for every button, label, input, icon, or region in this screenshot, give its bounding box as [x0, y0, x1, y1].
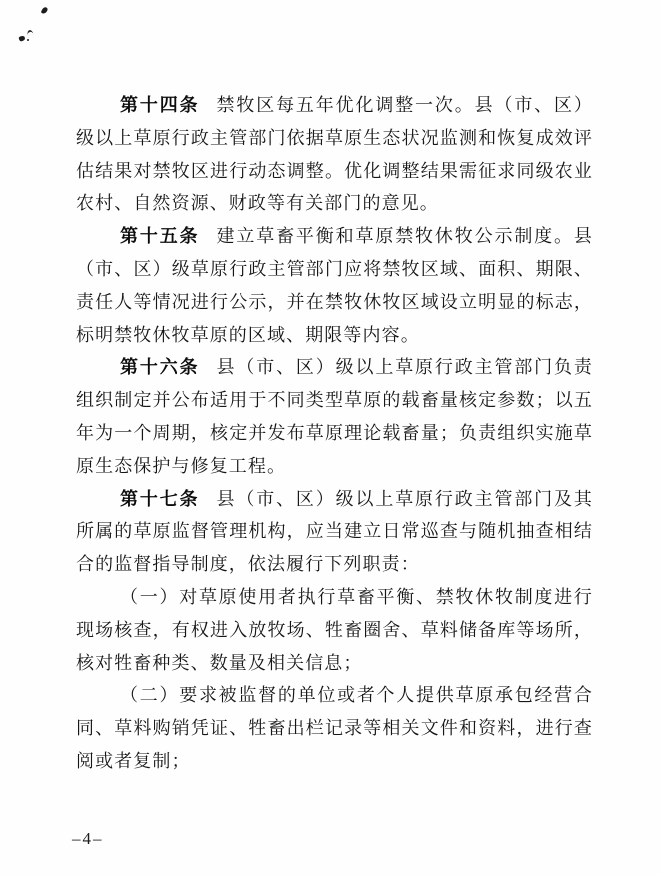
article-heading: 第十六条	[120, 357, 200, 378]
clause-paragraph-2	[76, 679, 593, 777]
ink-dot-mark	[27, 39, 29, 41]
article-heading: 第十四条	[120, 95, 200, 115]
article-heading: 第十五条	[120, 226, 200, 247]
article-body-text: 建立草畜平衡和草原禁牧休牧公示制度。县（市、区）级草原行政主管部门应将禁牧区域、面积、期限、责任人等情况进行公示，并在禁牧休牧区域设立明显的标志，标明禁牧休牧草原的区域、期限等内容。	[76, 226, 593, 345]
article-paragraph-14	[76, 89, 593, 220]
document-body	[76, 89, 593, 778]
page-number: –4–	[72, 829, 104, 848]
article-body-text: 禁牧区每五年优化调整一次。县（市、区）级以上草原行政主管部门依据草原生态状况监测和恢复成效评估结果对禁牧区进行动态调整。优化调整结果需征求同级农业农村、自然资源、财政等有关部门的意见。	[76, 95, 593, 214]
article-paragraph-17	[76, 483, 593, 581]
article-paragraph-15	[76, 220, 593, 351]
article-body-text: 县（市、区）级以上草原行政主管部门负责组织制定并公布适用于不同类型草原的载畜量核定参数；以五年为一个周期，核定并发布草原理论载畜量；负责组织实施草原生态保护与修复工程。	[76, 357, 593, 476]
ink-dot-mark	[18, 35, 25, 42]
clause-paragraph-1	[76, 581, 593, 679]
article-heading: 第十七条	[120, 488, 200, 509]
ink-dot-mark	[26, 29, 33, 35]
clause-body-text: （一）对草原使用者执行草畜平衡、禁牧休牧制度进行现场核查，有权进入放牧场、牲畜圈舍、草料储备库等场所，核对牲畜种类、数量及相关信息；	[76, 586, 593, 673]
article-body-text: 县（市、区）级以上草原行政主管部门及其所属的草原监督管理机构，应当建立日常巡查与随机抽查相结合的监督指导制度，依法履行下列职责：	[76, 488, 593, 575]
clause-body-text: （二）要求被监督的单位或者个人提供草原承包经营合同、草料购销凭证、牲畜出栏记录等相关文件和资料，进行查阅或者复制；	[76, 685, 593, 771]
article-paragraph-16	[76, 351, 593, 482]
ink-smudge-mark	[41, 6, 49, 15]
